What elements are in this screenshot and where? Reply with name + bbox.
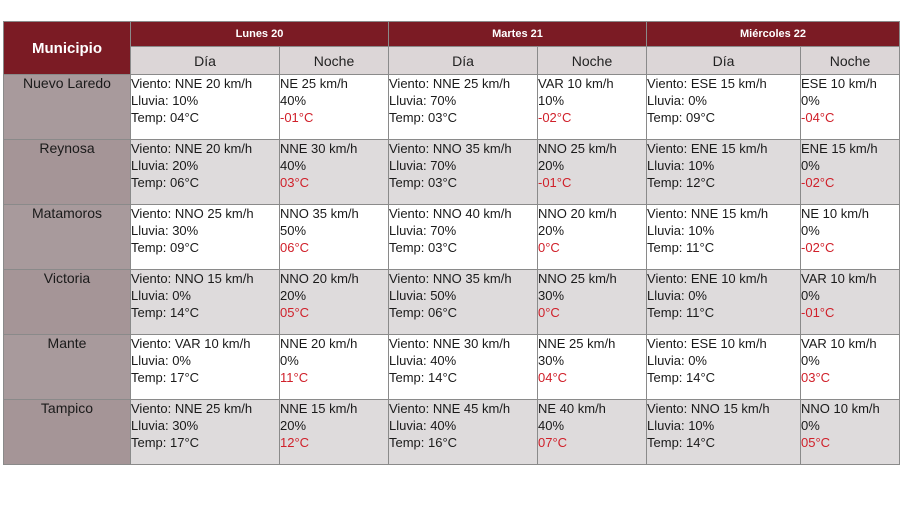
forecast-rain: 0% (801, 353, 820, 368)
table-row (4, 335, 900, 400)
forecast-wind: NNO 20 km/h (280, 271, 359, 286)
forecast-temp: Temp: 09°C (131, 240, 200, 255)
night-forecast-cell (538, 400, 647, 465)
forecast-temp: -02°C (801, 240, 835, 255)
forecast-temp: 04°C (538, 370, 568, 385)
day-forecast-cell (389, 140, 538, 205)
forecast-wind: Viento: NNO 35 km/h (389, 141, 512, 156)
forecast-wind: VAR 10 km/h (801, 271, 877, 286)
forecast-wind: Viento: VAR 10 km/h (131, 336, 251, 351)
forecast-wind: Viento: NNO 35 km/h (389, 271, 512, 286)
forecast-wind: Viento: NNE 15 km/h (647, 206, 769, 221)
forecast-temp: Temp: 14°C (389, 370, 458, 385)
forecast-wind: VAR 10 km/h (801, 336, 877, 351)
night-forecast-cell (538, 270, 647, 335)
day-forecast-cell (131, 400, 280, 465)
forecast-temp: 05°C (280, 305, 310, 320)
forecast-rain: Lluvia: 70% (389, 158, 457, 173)
forecast-temp: Temp: 11°C (647, 240, 715, 255)
night-forecast-cell (801, 140, 900, 205)
forecast-wind: ENE 15 km/h (801, 141, 878, 156)
forecast-temp: 11°C (280, 370, 309, 385)
night-forecast-cell (538, 205, 647, 270)
forecast-wind: NNO 35 km/h (280, 206, 359, 221)
forecast-rain: 10% (538, 93, 565, 108)
municipio-header: Municipio (4, 22, 131, 75)
forecast-rain: Lluvia: 70% (389, 223, 457, 238)
forecast-wind: Viento: NNE 25 km/h (131, 401, 253, 416)
table-row (4, 75, 900, 140)
forecast-rain: Lluvia: 0% (647, 93, 707, 108)
forecast-temp: Temp: 12°C (647, 175, 716, 190)
day-forecast-cell (647, 270, 801, 335)
forecast-rain: 20% (280, 418, 307, 433)
night-forecast-cell (538, 140, 647, 205)
day-forecast-cell (131, 205, 280, 270)
forecast-temp: -01°C (801, 305, 835, 320)
day-header-1: Lunes 20 (131, 22, 389, 47)
forecast-wind: ESE 10 km/h (801, 76, 877, 91)
header-row-periods (4, 47, 900, 75)
forecast-temp: Temp: 14°C (647, 435, 716, 450)
forecast-wind: Viento: ESE 15 km/h (647, 76, 767, 91)
table-row (4, 140, 900, 205)
header-row-days (4, 22, 900, 47)
table-row (4, 270, 900, 335)
forecast-temp: Temp: 17°C (131, 435, 200, 450)
forecast-wind: NE 25 km/h (280, 76, 348, 91)
day-forecast-cell (389, 335, 538, 400)
forecast-wind: NE 40 km/h (538, 401, 606, 416)
forecast-rain: 0% (801, 223, 820, 238)
forecast-wind: Viento: NNE 25 km/h (389, 76, 511, 91)
forecast-rain: 0% (280, 353, 299, 368)
forecast-wind: Viento: ENE 10 km/h (647, 271, 768, 286)
day-forecast-cell (647, 400, 801, 465)
forecast-wind: NNO 20 km/h (538, 206, 617, 221)
municipio-name: Mante (4, 335, 131, 400)
forecast-rain: 0% (801, 288, 820, 303)
period-header-dia: Día (647, 47, 801, 75)
day-forecast-cell (131, 335, 280, 400)
forecast-rain: 0% (801, 158, 820, 173)
forecast-wind: Viento: NNO 25 km/h (131, 206, 254, 221)
forecast-rain: 20% (538, 158, 565, 173)
night-forecast-cell (538, 335, 647, 400)
forecast-rain: 40% (280, 93, 307, 108)
forecast-rain: Lluvia: 10% (647, 158, 715, 173)
municipio-name: Tampico (4, 400, 131, 465)
forecast-rain: 30% (538, 288, 565, 303)
forecast-temp: Temp: 03°C (389, 175, 458, 190)
forecast-wind: NNE 20 km/h (280, 336, 358, 351)
forecast-rain: Lluvia: 10% (647, 223, 715, 238)
municipio-name: Nuevo Laredo (4, 75, 131, 140)
night-forecast-cell (280, 205, 389, 270)
forecast-temp: 06°C (280, 240, 310, 255)
night-forecast-cell (801, 75, 900, 140)
forecast-temp: Temp: 04°C (131, 110, 200, 125)
night-forecast-cell (280, 400, 389, 465)
forecast-temp: 0°C (538, 240, 560, 255)
forecast-wind: Viento: ENE 15 km/h (647, 141, 768, 156)
day-forecast-cell (131, 75, 280, 140)
forecast-rain: Lluvia: 0% (647, 353, 707, 368)
forecast-temp: Temp: 14°C (131, 305, 200, 320)
forecast-rain: Lluvia: 30% (131, 418, 199, 433)
forecast-rain: 40% (538, 418, 565, 433)
forecast-rain: Lluvia: 30% (131, 223, 199, 238)
forecast-rain: 30% (538, 353, 565, 368)
forecast-temp: 03°C (801, 370, 831, 385)
table-row (4, 400, 900, 465)
forecast-temp: -01°C (280, 110, 314, 125)
day-forecast-cell (389, 205, 538, 270)
forecast-temp: 12°C (280, 435, 310, 450)
day-forecast-cell (647, 140, 801, 205)
forecast-temp: Temp: 11°C (647, 305, 715, 320)
forecast-temp: -04°C (801, 110, 835, 125)
forecast-wind: NE 10 km/h (801, 206, 869, 221)
forecast-temp: Temp: 14°C (647, 370, 716, 385)
forecast-rain: Lluvia: 50% (389, 288, 457, 303)
forecast-wind: Viento: NNE 30 km/h (389, 336, 511, 351)
forecast-temp: 0°C (538, 305, 560, 320)
day-forecast-cell (389, 270, 538, 335)
forecast-rain: Lluvia: 70% (389, 93, 457, 108)
forecast-temp: -02°C (538, 110, 572, 125)
forecast-rain: 50% (280, 223, 307, 238)
period-header-dia: Día (131, 47, 280, 75)
day-forecast-cell (647, 205, 801, 270)
day-forecast-cell (647, 335, 801, 400)
night-forecast-cell (801, 335, 900, 400)
forecast-rain: 40% (280, 158, 307, 173)
forecast-temp: Temp: 06°C (389, 305, 458, 320)
day-forecast-cell (647, 75, 801, 140)
period-header-dia: Día (389, 47, 538, 75)
night-forecast-cell (801, 400, 900, 465)
forecast-temp: 07°C (538, 435, 568, 450)
night-forecast-cell (280, 335, 389, 400)
forecast-wind: Viento: NNO 15 km/h (647, 401, 770, 416)
forecast-rain: Lluvia: 10% (647, 418, 715, 433)
forecast-rain: Lluvia: 0% (131, 288, 191, 303)
forecast-rain: Lluvia: 20% (131, 158, 199, 173)
forecast-wind: Viento: NNE 20 km/h (131, 141, 253, 156)
forecast-wind: NNE 30 km/h (280, 141, 358, 156)
day-forecast-cell (389, 75, 538, 140)
night-forecast-cell (280, 75, 389, 140)
table-row (4, 205, 900, 270)
forecast-temp: -02°C (801, 175, 835, 190)
forecast-temp: 05°C (801, 435, 831, 450)
forecast-temp: 03°C (280, 175, 310, 190)
day-forecast-cell (131, 270, 280, 335)
forecast-rain: 20% (538, 223, 565, 238)
forecast-rain: Lluvia: 40% (389, 353, 457, 368)
forecast-wind: Viento: NNE 20 km/h (131, 76, 253, 91)
day-header-2: Martes 21 (389, 22, 647, 47)
forecast-table (3, 21, 900, 465)
night-forecast-cell (538, 75, 647, 140)
forecast-wind: Viento: NNE 45 km/h (389, 401, 511, 416)
municipio-name: Matamoros (4, 205, 131, 270)
forecast-rain: 20% (280, 288, 307, 303)
forecast-temp: Temp: 06°C (131, 175, 200, 190)
forecast-temp: Temp: 03°C (389, 110, 458, 125)
forecast-wind: NNO 25 km/h (538, 141, 617, 156)
forecast-wind: Viento: NNO 40 km/h (389, 206, 512, 221)
forecast-rain: Lluvia: 0% (131, 353, 191, 368)
night-forecast-cell (280, 270, 389, 335)
period-header-noche: Noche (538, 47, 647, 75)
forecast-wind: NNO 10 km/h (801, 401, 880, 416)
period-header-noche: Noche (280, 47, 389, 75)
forecast-temp: Temp: 17°C (131, 370, 200, 385)
forecast-wind: Viento: ESE 10 km/h (647, 336, 767, 351)
day-forecast-cell (389, 400, 538, 465)
period-header-noche: Noche (801, 47, 900, 75)
day-header-3: Miércoles 22 (647, 22, 900, 47)
forecast-temp: Temp: 16°C (389, 435, 458, 450)
night-forecast-cell (801, 205, 900, 270)
municipio-name: Victoria (4, 270, 131, 335)
forecast-rain: Lluvia: 40% (389, 418, 457, 433)
forecast-rain: Lluvia: 10% (131, 93, 199, 108)
forecast-rain: 0% (801, 418, 820, 433)
day-forecast-cell (131, 140, 280, 205)
forecast-wind: Viento: NNO 15 km/h (131, 271, 254, 286)
night-forecast-cell (280, 140, 389, 205)
night-forecast-cell (801, 270, 900, 335)
forecast-temp: Temp: 09°C (647, 110, 716, 125)
forecast-wind: NNE 15 km/h (280, 401, 358, 416)
forecast-wind: NNO 25 km/h (538, 271, 617, 286)
forecast-temp: Temp: 03°C (389, 240, 458, 255)
forecast-rain: 0% (801, 93, 820, 108)
forecast-wind: NNE 25 km/h (538, 336, 616, 351)
municipio-name: Reynosa (4, 140, 131, 205)
forecast-temp: -01°C (538, 175, 572, 190)
forecast-rain: Lluvia: 0% (647, 288, 707, 303)
forecast-body (4, 75, 900, 465)
forecast-wind: VAR 10 km/h (538, 76, 614, 91)
